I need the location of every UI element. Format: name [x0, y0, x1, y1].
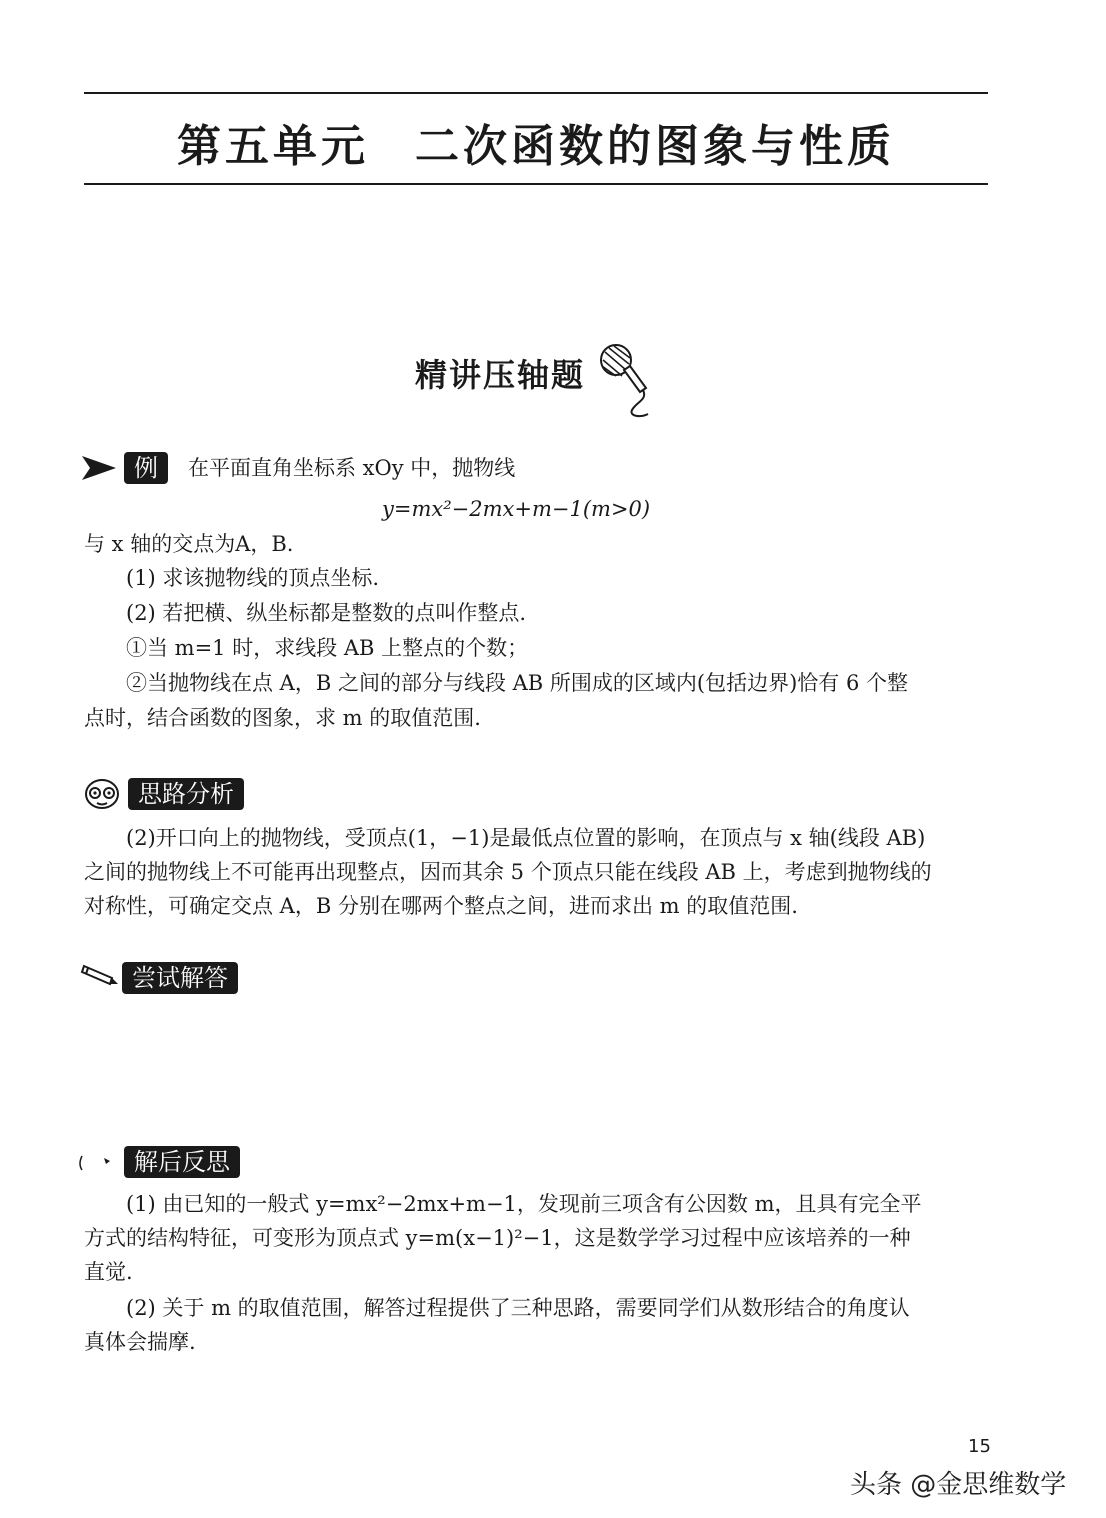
question-2: (2) 若把横、纵坐标都是整数的点叫作整点. — [126, 601, 527, 625]
question-2a: ①当 m=1 时，求线段 AB 上整点的个数； — [126, 636, 529, 660]
pencil-icon — [80, 962, 120, 986]
example-line2: 与 x 轴的交点为A，B. — [84, 532, 294, 556]
attempt-tag: 尝试解答 — [122, 962, 238, 994]
unit-name: 二次函数的图象与性质 — [415, 121, 895, 172]
analysis-line2: 之间的抛物线上不可能再出现整点，因而其余 5 个顶点只能在线段 AB 上，考虑到抛物线的 — [84, 860, 932, 884]
example-tag: 例 — [124, 452, 168, 484]
reflection-p1-line3: 直觉. — [84, 1260, 133, 1284]
page-number: 15 — [968, 1436, 991, 1457]
reflection-p1-line2: 方式的结构特征，可变形为顶点式 y=m(x−1)²−1，这是数学学习过程中应该培养的一种 — [84, 1226, 911, 1250]
analysis-tag: 思路分析 — [128, 778, 244, 810]
question-2b-line1: ②当抛物线在点 A，B 之间的部分与线段 AB 所围成的区域内(包括边界)恰有 6 个整 — [126, 671, 908, 695]
reflection-tag: 解后反思 — [124, 1146, 240, 1178]
microphone-icon — [596, 340, 662, 420]
unit-label: 第五单元 — [177, 121, 369, 172]
header-top-rule — [84, 92, 988, 94]
section-heading: 精讲压轴题 — [414, 356, 585, 394]
analysis-line1: (2)开口向上的抛物线，受顶点(1，−1)是最低点位置的影响，在顶点与 x 轴(线段 AB) — [126, 826, 926, 850]
reflection-p2-line1: (2) 关于 m 的取值范围，解答过程提供了三种思路，需要同学们从数形结合的角度认 — [126, 1296, 910, 1320]
reflection-p2-line2: 真体会揣摩. — [84, 1330, 196, 1354]
analysis-line3: 对称性，可确定交点 A，B 分别在哪两个整点之间，进而求出 m 的取值范围. — [84, 894, 798, 918]
question-1: (1) 求该抛物线的顶点坐标. — [126, 566, 380, 590]
arrow-icon — [82, 454, 116, 482]
example-formula: y=mx²−2mx+m−1(m>0) — [382, 497, 651, 521]
header-bottom-rule — [84, 183, 988, 185]
reflection-icon — [76, 1150, 122, 1176]
unit-title — [84, 110, 988, 174]
reflection-p1-line1: (1) 由已知的一般式 y=mx²−2mx+m−1，发现前三项含有公因数 m，且具有完全平 — [126, 1192, 922, 1216]
watermark: 头条 @金思维数学 — [850, 1470, 1067, 1500]
student-face-icon — [80, 772, 124, 812]
example-intro: 在平面直角坐标系 xOy 中，抛物线 — [188, 456, 516, 480]
question-2b-line2: 点时，结合函数的图象，求 m 的取值范围. — [84, 706, 481, 730]
